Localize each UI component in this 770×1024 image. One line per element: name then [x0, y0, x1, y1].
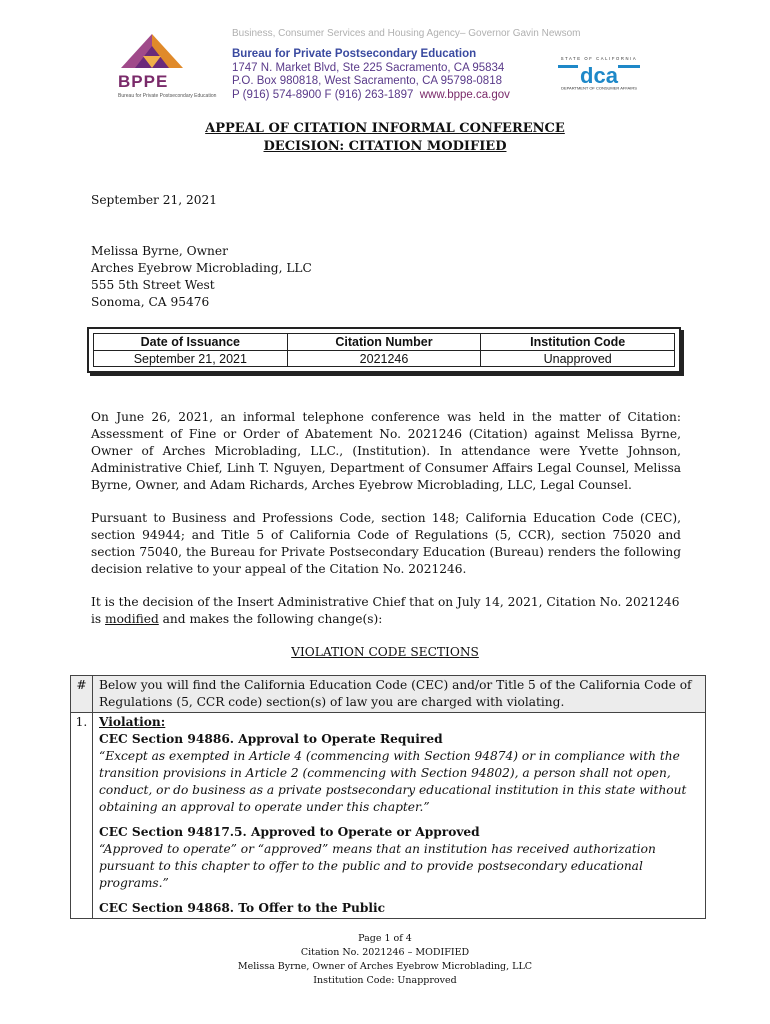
bureau-name: Bureau for Private Postsecondary Education [232, 48, 477, 60]
bureau-address-1: 1747 N. Market Blvd, Ste 225 Sacramento, CA 95834 [232, 61, 505, 74]
bureau-phone-web [232, 89, 510, 103]
violations-table-header-row [71, 676, 706, 713]
decision-text-after: and makes the following change(s): [158, 612, 383, 626]
citation-number-value: 2021246 [359, 352, 409, 366]
citation-info-table [87, 327, 681, 373]
decision-modified: modified [105, 612, 159, 626]
footer-recipient: Melissa Byrne, Owner of Arches Eyebrow Microblading, LLC [237, 961, 533, 972]
violations-col-number: # [71, 676, 93, 713]
title-line-1: APPEAL OF CITATION INFORMAL CONFERENCE [205, 121, 565, 136]
recipient-address [91, 243, 681, 311]
institution-code-column [481, 334, 674, 366]
institution-code-header: Institution Code [481, 334, 674, 351]
violations-table [70, 675, 706, 919]
violation-heading: VIOLATION CODE SECTIONS [291, 645, 479, 659]
citation-number-column [288, 334, 482, 366]
violation-row-number: 1. [71, 713, 93, 919]
bppe-logo-subtitle: Bureau for Private Postsecondary Education [118, 93, 217, 99]
paragraph-conference: On June 26, 2021, an informal telephone conference was held in the matter of Citation: Assessment of Fine or Order of Abatement No. 2021246 (Citation) against Melissa Byrne, Owner of Arches Microblading, LLC., (Institution). In attendance were Yvette Johnson, Administrative Chief, Linh T. Nguyen, Department of Consumer Affairs Legal Counsel, Melissa Byrne, Owner, and Adam Richards, Arches Eyebrow Microblading, LLC, Legal Counsel. [91, 410, 681, 492]
title-line-2: DECISION: CITATION MODIFIED [263, 139, 507, 154]
violation-label: Violation: [99, 715, 166, 729]
section-94886-title: CEC Section 94886. Approval to Operate Required [99, 732, 443, 746]
letter-date: September 21, 2021 [91, 193, 218, 207]
decision-text-before: It is the decision of the Insert Administrative Chief that on July 14, 2021, Citation No. 2021246 is [91, 595, 680, 626]
recipient-city: Sonoma, CA 95476 [91, 295, 210, 309]
recipient-company: Arches Eyebrow Microblading, LLC [91, 261, 312, 275]
citation-number-header: Citation Number [288, 334, 481, 351]
footer-citation: Citation No. 2021246 – MODIFIED [300, 947, 470, 958]
footer-page-number: Page 1 of 4 [358, 933, 412, 944]
document-title [0, 120, 770, 156]
bureau-website-link[interactable]: www.bppe.ca.gov [419, 88, 510, 101]
recipient-street: 555 5th Street West [91, 278, 215, 292]
dca-state-label: STATE OF CALIFORNIA [560, 56, 638, 61]
table-row [71, 713, 706, 919]
dca-logo-icon [556, 55, 642, 91]
section-94817-text: “Approved to operate” or “approved” means that an institution has received authorization pursuant to this chapter to offer to the public and to provide postsecondary educational programs.” [99, 842, 656, 890]
section-94817-title: CEC Section 94817.5. Approved to Operate or Approved [99, 825, 480, 839]
citation-date-value: September 21, 2021 [133, 352, 247, 366]
bppe-logo-text: BPPE [118, 72, 169, 91]
violations-intro: Below you will find the California Education Code (CEC) and/or Title 5 of the California Code of Regulations (5, CCR code) section(s) of law you are charged with violating. [93, 676, 706, 713]
institution-code-value: Unapproved [543, 352, 612, 366]
paragraph-pursuant: Pursuant to Business and Professions Code, section 148; California Education Code (CEC), section 94944; and Title 5 of California Code of Regulations (5, CCR), section 75020 and section 75040, the Bureau for Private Postsecondary Education (Bureau) renders the following decision relative to your appeal of the Citation No. 2021246. [91, 511, 681, 576]
bureau-address-2: P.O. Box 980818, West Sacramento, CA 95798-0818 [232, 75, 502, 87]
bureau-phone: P (916) 574-8900 F (916) 263-1897 [232, 88, 414, 101]
recipient-name: Melissa Byrne, Owner [91, 244, 228, 258]
dca-logo-text: dca [580, 63, 618, 88]
violation-details [93, 713, 706, 919]
section-94886-text: “Except as exempted in Article 4 (commencing with Section 94874) or in compliance with the transition provisions in Article 2 (commencing with Section 94802), a person shall not open, conduct, or do business as a private postsecondary educational institution in this state without obtaining an approval to operate under this chapter.” [99, 749, 687, 814]
agency-line: Business, Consumer Services and Housing Agency– Governor Gavin Newsom [232, 28, 581, 39]
bureau-contact [232, 48, 510, 102]
section-94868-title: CEC Section 94868. To Offer to the Public [99, 901, 386, 915]
dca-dept-label: DEPARTMENT OF CONSUMER AFFAIRS [561, 85, 637, 91]
footer-institution-code: Institution Code: Unapproved [313, 975, 457, 986]
paragraph-decision [91, 594, 681, 628]
page-footer [0, 932, 770, 988]
citation-date-header: Date of Issuance [94, 334, 287, 351]
citation-date-column [94, 334, 288, 366]
